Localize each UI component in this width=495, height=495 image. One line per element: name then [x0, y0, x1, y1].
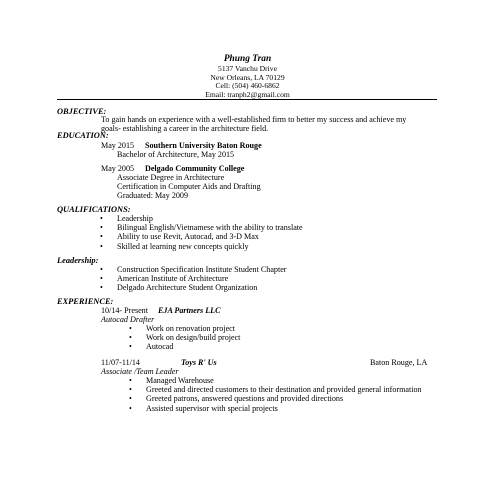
leadership-heading: Leadership:	[57, 256, 99, 265]
bullet-icon: •	[100, 214, 103, 223]
job-location: Baton Rouge, LA	[370, 358, 428, 367]
header-divider	[57, 99, 437, 100]
education-detail: Graduated: May 2009	[117, 191, 189, 200]
objective-heading: OBJECTIVE:	[57, 107, 107, 116]
list-item	[129, 324, 240, 333]
bullet-icon: •	[100, 283, 103, 293]
list-item	[129, 333, 241, 343]
job-duty-text: Work on design/build project	[146, 333, 241, 343]
education-date-1: May 2015	[101, 141, 135, 150]
qualification-text: Leadership	[117, 214, 153, 223]
education-date-2: May 2005	[101, 164, 135, 173]
job-company: Toys R' Us	[181, 358, 217, 367]
education-detail: Associate Degree in Architecture	[117, 173, 225, 182]
job-dates: 11/07-11/14	[101, 358, 140, 367]
job-duty-text: Autocad	[146, 342, 174, 352]
job-duty-text: Greeted patrons, answered questions and provided directions	[146, 394, 344, 404]
education-heading: EDUCATION:	[57, 131, 109, 140]
objective-line-1: To gain hands on experience with a well-established firm to better my success and achieve my	[101, 115, 407, 124]
experience-heading: EXPERIENCE:	[57, 297, 114, 306]
list-item	[100, 283, 287, 293]
address-line-2: New Orleans, LA 70129	[210, 72, 285, 82]
qualification-text: Ability to use Revit, Autocad, and 3-D Max	[117, 232, 259, 242]
list-item	[129, 403, 436, 413]
objective-line-2: goals- establishing a career in the architecture field.	[101, 124, 269, 133]
list-item	[100, 274, 287, 284]
job-duty-text: Assisted supervisor with special projects	[146, 403, 278, 413]
bullet-icon: •	[129, 385, 132, 395]
list-item	[129, 376, 436, 385]
list-item	[100, 232, 303, 242]
qualification-text: Skilled at learning new concepts quickly	[117, 241, 249, 251]
list-item	[100, 223, 303, 233]
job-title: Associate /Team Leader	[101, 367, 179, 376]
job-duties-list	[129, 376, 436, 413]
bullet-icon: •	[100, 274, 103, 284]
education-school-1: Southern University Baton Rouge	[145, 141, 262, 150]
leadership-text: Construction Specification Institute Student Chapter	[117, 265, 287, 274]
qualifications-list	[100, 214, 303, 251]
list-item	[129, 385, 436, 395]
resume-header	[0, 54, 495, 99]
leadership-list	[100, 265, 287, 293]
list-item	[100, 265, 287, 274]
job-company: EJA Partners LLC	[158, 306, 221, 315]
bullet-icon: •	[129, 342, 132, 352]
leadership-text: Delgado Architecture Student Organization	[117, 283, 258, 293]
bullet-icon: •	[129, 376, 132, 385]
bullet-icon: •	[100, 241, 103, 251]
job-duty-text: Managed Warehouse	[146, 376, 214, 385]
qualifications-heading: QUALIFICATIONS:	[57, 205, 131, 214]
job-title: Autocad Drafter	[101, 315, 155, 324]
email-address: Email: tranph2@gmail.com	[205, 89, 290, 99]
bullet-icon: •	[129, 394, 132, 404]
bullet-icon: •	[129, 403, 132, 413]
job-duties-list	[129, 324, 241, 352]
cell-phone: Cell: (504) 460-6862	[215, 81, 280, 91]
job-dates: 10/14- Present	[101, 306, 148, 315]
address-line-1: 5137 Vanchu Drive	[218, 64, 277, 73]
bullet-icon: •	[100, 223, 103, 233]
list-item	[100, 241, 303, 251]
bullet-icon: •	[100, 265, 103, 274]
education-detail: Certification in Computer Aids and Drafting	[117, 182, 261, 191]
applicant-name: Phung Tran	[223, 54, 272, 64]
job-duty-text: Greeted and directed customers to their destination and provided general information	[146, 385, 422, 395]
education-school-2: Delgado Community College	[145, 164, 245, 173]
list-item	[129, 394, 436, 404]
qualification-text: Bilingual English/Vietnamese with the ability to translate	[117, 223, 303, 233]
job-duty-text: Work on renovation project	[146, 324, 236, 333]
bullet-icon: •	[129, 333, 132, 343]
bullet-icon: •	[129, 324, 132, 333]
leadership-text: American Institute of Architecture	[117, 274, 229, 284]
bullet-icon: •	[100, 232, 103, 242]
list-item	[100, 214, 303, 223]
list-item	[129, 342, 240, 352]
education-detail: Bachelor of Architecture, May 2015	[117, 150, 235, 159]
